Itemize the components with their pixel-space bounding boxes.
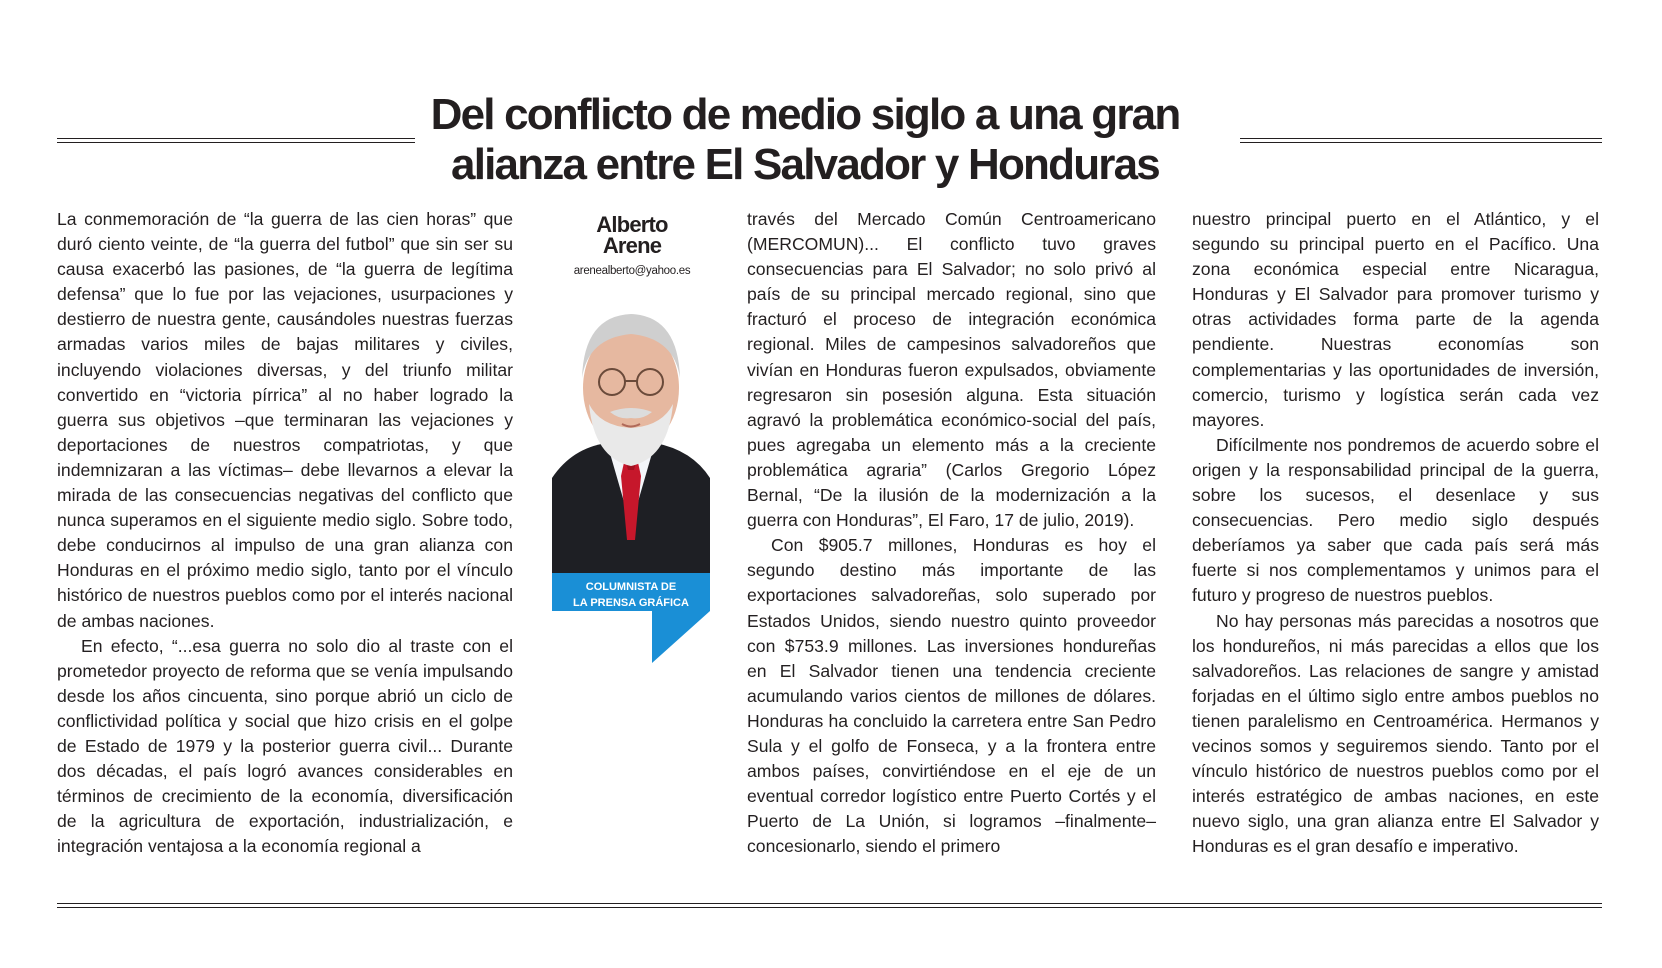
author-byline [552,214,712,277]
author-first-name: Alberto [596,212,668,237]
paragraph: En efecto, “...esa guerra no solo dio al traste con el prometedor proyecto de reforma que se venía impulsando desde los años cincuenta, sino porque abrió un ciclo de conflictividad política y social que hizo crisis en el golpe de Estado de 1979 y la posterior guerra civil... Durante dos décadas, el país logró avances considerables en términos de crecimiento de la economía, diversificación de la agricultura de exportación, industrialización, e integración ventajosa a la economía regional a [57,635,513,857]
author-email: arenealberto@yahoo.es [573,265,691,277]
author-photo [552,308,710,573]
author-name [552,214,712,256]
columnist-badge-label [552,579,710,611]
author-portrait-illustration [552,308,710,573]
article-column-1 [57,207,513,859]
paragraph: No hay personas más parecidas a nosotros que los hondureños, ni más parecidas a ellos que los salvadoreños. Las relaciones de sangre y amistad forjadas en el último siglo entre ambos pueblos no tienen paralelismo en Centroamérica. Hermanos y vecinos somos y seguiremos siendo. Tanto por el vínculo histórico de nuestros pueblos como por el interés estratégico de ambas naciones, en este nuevo siglo, una gran alianza entre El Salvador y Honduras es el gran desafío e imperativo. [1192,610,1599,857]
paragraph: nuestro principal puerto en el Atlántico, y el segundo su principal puerto en el Pacífico. Una zona económica especial entre Nicaragua, Honduras y El Salvador para promover turismo y otras actividades forma parte de la agenda pendiente. Nuestras economías son complementarias y las oportunidades de inversión, comercio, turismo y logística serán cada vez mayores. [1192,209,1599,430]
author-last-name: Arene [602,233,662,258]
title-rule-right [1240,138,1602,143]
bottom-rule [57,903,1602,908]
paragraph: Con $905.7 millones, Honduras es hoy el segundo destino más importante de las exportaciones salvadoreñas, solo superado por Estados Unidos, siendo nuestro quinto proveedor con $753.9 millones. Las inversiones hondureñas en El Salvador tienen una tendencia creciente acumulando varios cientos de millones de dólares. Honduras ha concluido la carretera entre San Pedro Sula y el golfo de Fonseca, y a la frontera entre ambos países, convirtiéndose en el eje de un eventual corredor logístico entre Puerto Cortés y el Puerto de La Unión, si logramos –finalmente– concesionarlo, siendo el primero [747,535,1156,857]
paragraph: Difícilmente nos pondremos de acuerdo sobre el origen y la responsabilidad principal de la guerra, sobre los sucesos, el desenlace y sus consecuencias. Pero medio siglo después deberíamos ya saber que cada país será más fuerte si nos complementamos y unimos para el futuro y progreso de nuestros pueblos. [1192,434,1599,606]
paragraph: través del Mercado Común Centroamericano (MERCOMUN)... El conflicto tuvo graves consecuencias para El Salvador; no solo privó al país de su principal mercado regional, sino que fracturó el proceso de integración económica regional. Miles de campesinos salvadoreños que vivían en Honduras fueron expulsados, obviamente regresaron sin posesión alguna. Esta situación agravó la problemática económico-social del país, pues agregaba un elemento más a la creciente problemática agraria” (Carlos Gregorio López Bernal, “De la ilusión de la modernización a la guerra con Honduras”, El Faro, 17 de julio, 2019). [747,209,1156,531]
article-column-4 [1192,207,1599,859]
article-title-line-1: Del conflicto de medio siglo a una gran [430,90,1180,139]
badge-line-2: LA PRENSA GRÁFICA [573,597,689,609]
paragraph: La conmemoración de “la guerra de las cien horas” que duró ciento veinte, de “la guerra del futbol” que sin ser su causa exacerbó las pasiones, de “la guerra de legítima defensa” que lo fue por las vejaciones, usurpaciones y destierro de nuestra gente, causándoles nuestras fuerzas armadas varios miles de bajas militares y civiles, incluyendo violaciones diversas, y del triunfo militar convertido en “victoria pírrica” al no haber logrado la guerra sus objetivos –que terminaran las vejaciones y deportaciones de nuestros compatriotas, y que indemnizaran a las víctimas– debe llevarnos a elevar la mirada de las consecuencias negativas del conflicto que nunca superamos en el siguiente medio siglo. Sobre todo, debe conducirnos al impulso de una gran alianza con Honduras en el próximo medio siglo, tanto por el vínculo histórico de nuestros pueblos como por el interés nacional de ambas naciones. [57,209,513,631]
badge-line-1: COLUMNISTA DE [585,581,677,593]
article-column-3 [747,207,1156,859]
title-rule-left [57,138,415,143]
article-title [420,90,1190,190]
article-title-line-2: alianza entre El Salvador y Honduras [451,140,1159,189]
